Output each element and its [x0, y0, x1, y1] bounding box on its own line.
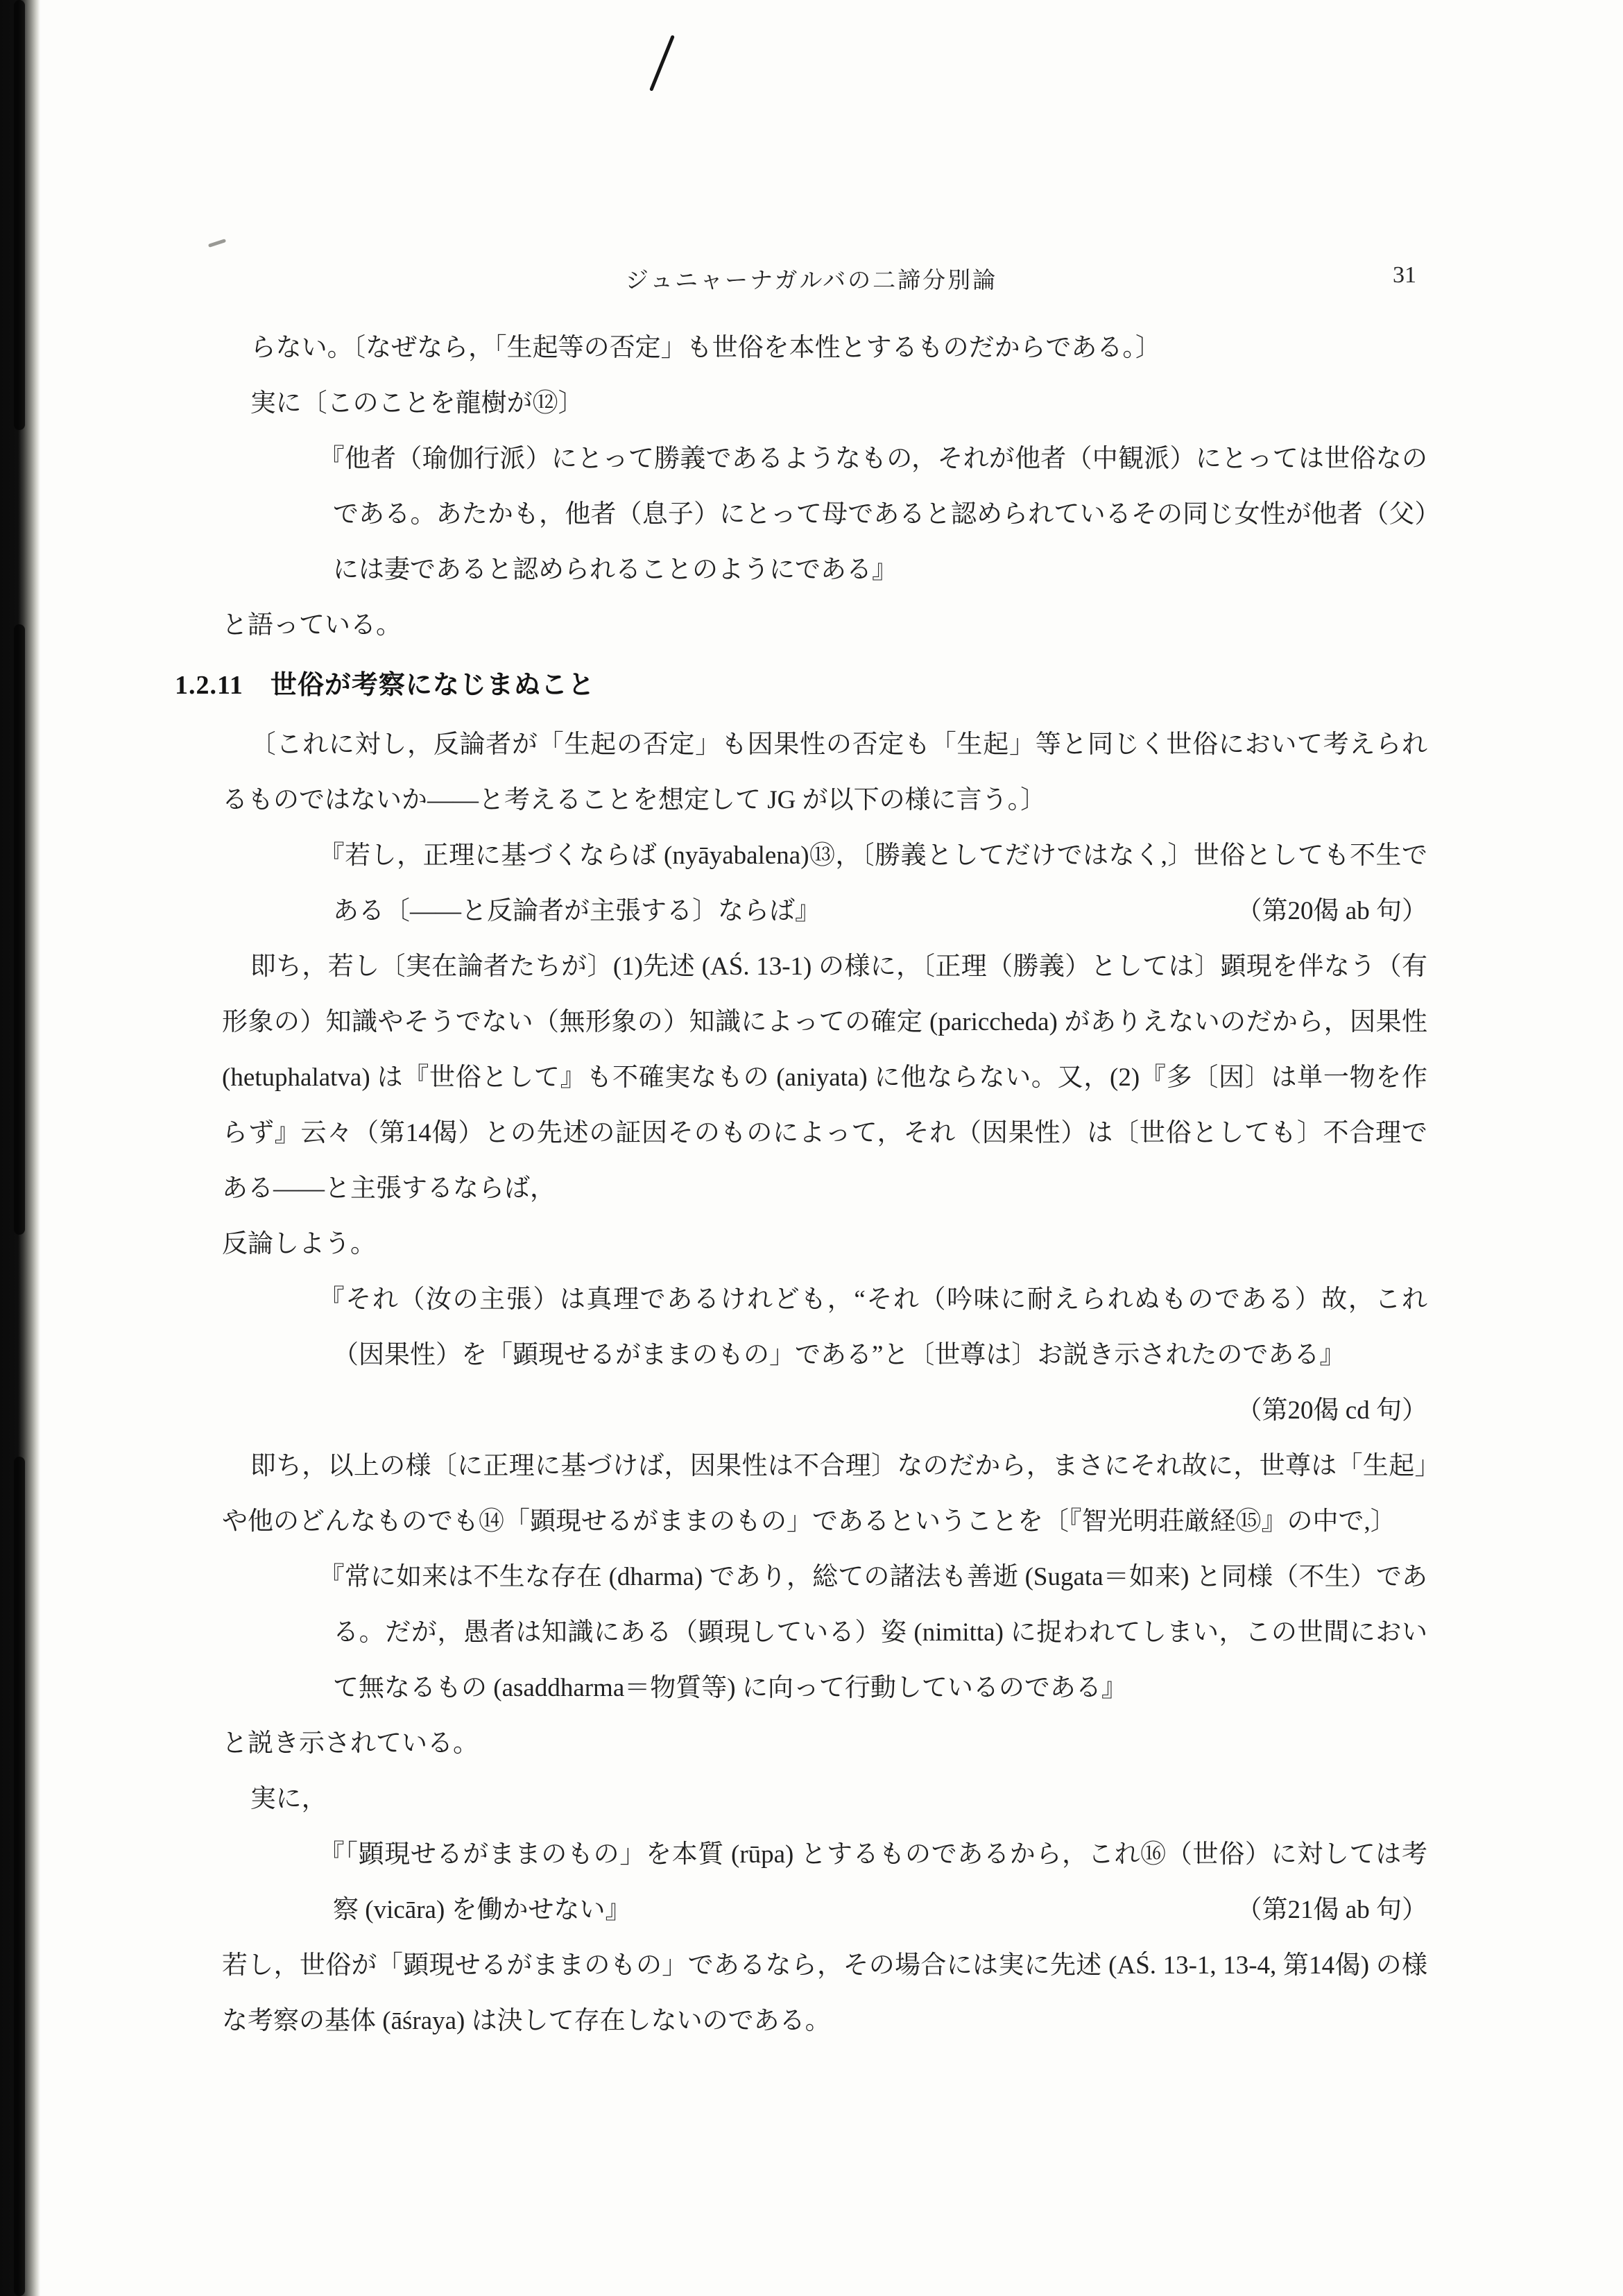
- paragraph: と語っている。: [222, 611, 402, 640]
- verse-quotation: [318, 1827, 1427, 1938]
- scan-edge-blotch: [14, 624, 25, 1235]
- verse-reference: （第21偈 ab 句）: [1236, 1896, 1427, 1924]
- paragraph: 実に〔このことを龍樹が⑫〕: [250, 389, 584, 418]
- scan-edge-blotch: [14, 1457, 25, 2296]
- verse-quotation: 『それ（汝の主張）は真理であるけれども，“それ（吟味に耐えられぬものである）故，これ（因果性）を「顕現せるがままのもの」である”と〔世尊は〕お説き示されたのである』: [318, 1285, 1427, 1369]
- verse-reference: （第20偈 cd 句）: [1236, 1396, 1427, 1425]
- paragraph: 反論しよう。: [222, 1230, 376, 1258]
- paragraph: 即ち，以上の様〔に正理に基づけば，因果性は不合理〕なのだから，まさにそれ故に，世尊は「生起」や他のどんなものでも⑭「顕現せるがままのもの」であるということを〔『智光明荘厳経⑮』の中で,〕: [222, 1452, 1427, 1536]
- paragraph: と説き示されている。: [222, 1729, 479, 1758]
- paragraph: 〔これに対し，反論者が「生起の否定」も因果性の否定も「生起」等と同じく世俗において考えられるものではないか——と考えることを想定して JG が以下の様に言う。〕: [222, 730, 1427, 814]
- verse-reference: （第20偈 ab 句）: [1236, 897, 1427, 925]
- section-heading: 1.2.11 世俗が考察になじまぬこと: [175, 671, 595, 700]
- paragraph: 即ち，若し〔実在論者たちが〕(1)先述 (AŚ. 13-1) の様に，〔正理（勝義）としては〕顕現を伴なう（有形象の）知識やそうでない（無形象の）知識によっての確定 (pariccheda) がありえないのだから，因果性 (hetuphalatva) は『世俗として』も不確実なもの (aniyata) に他ならない。又，(2)『多〔因〕は単一物を作らず』云々（第14偈）との先述の証因そのものによって，それ（因果性）は〔世俗としても〕不合理である——と主張するならば，: [222, 952, 1427, 1203]
- quotation-block: 『他者（瑜伽行派）にとって勝義であるようなもの，それが他者（中観派）にとっては世俗なのである。あたかも，他者（息子）にとって母であると認められているその同じ女性が他者（父）には妻であると認められることのようにである』: [318, 445, 1427, 584]
- page-number: 31: [1393, 262, 1416, 288]
- page-header: [196, 262, 1427, 293]
- verse-text: 『若し，正理に基づくならば (nyāyabalena)⑬，〔勝義としてだけではなく,〕世俗としても不生である〔——と反論者が主張する〕ならば』: [318, 841, 1427, 925]
- quotation-block: 『常に如来は不生な存在 (dharma) であり，総ての諸法も善逝 (Sugata＝如来) と同様（不生）である。だが，愚者は知識にある（顕現している）姿 (nimitta) に捉われてしまい，この世間において無なるもの (asaddharma＝物質等) に向って行動しているのである』: [318, 1563, 1427, 1702]
- paragraph: 実に，: [250, 1785, 327, 1813]
- verse-text: 『「顕現せるがままのもの」を本質 (rūpa) とするものであるから，これ⑯（世俗）に対しては考察 (vicāra) を働かせない』: [318, 1840, 1427, 1924]
- scan-edge-blotch: [14, 0, 25, 430]
- verse-quotation: [318, 828, 1427, 939]
- page-body-text: [175, 320, 1427, 2049]
- pen-stroke-mark: [649, 35, 675, 92]
- paragraph: らない。〔なぜなら，「生起等の否定」も世俗を本性とするものだからである。〕: [250, 334, 1161, 362]
- running-title: ジュニャーナガルバの二諦分別論: [625, 268, 998, 293]
- smudge-mark: [208, 239, 226, 248]
- paragraph: 若し，世俗が「顕現せるがままのもの」であるなら，その場合には実に先述 (AŚ. 13-1, 13-4, 第14偈) の様な考察の基体 (āśraya) は決して存在しないのである。: [222, 1951, 1427, 2035]
